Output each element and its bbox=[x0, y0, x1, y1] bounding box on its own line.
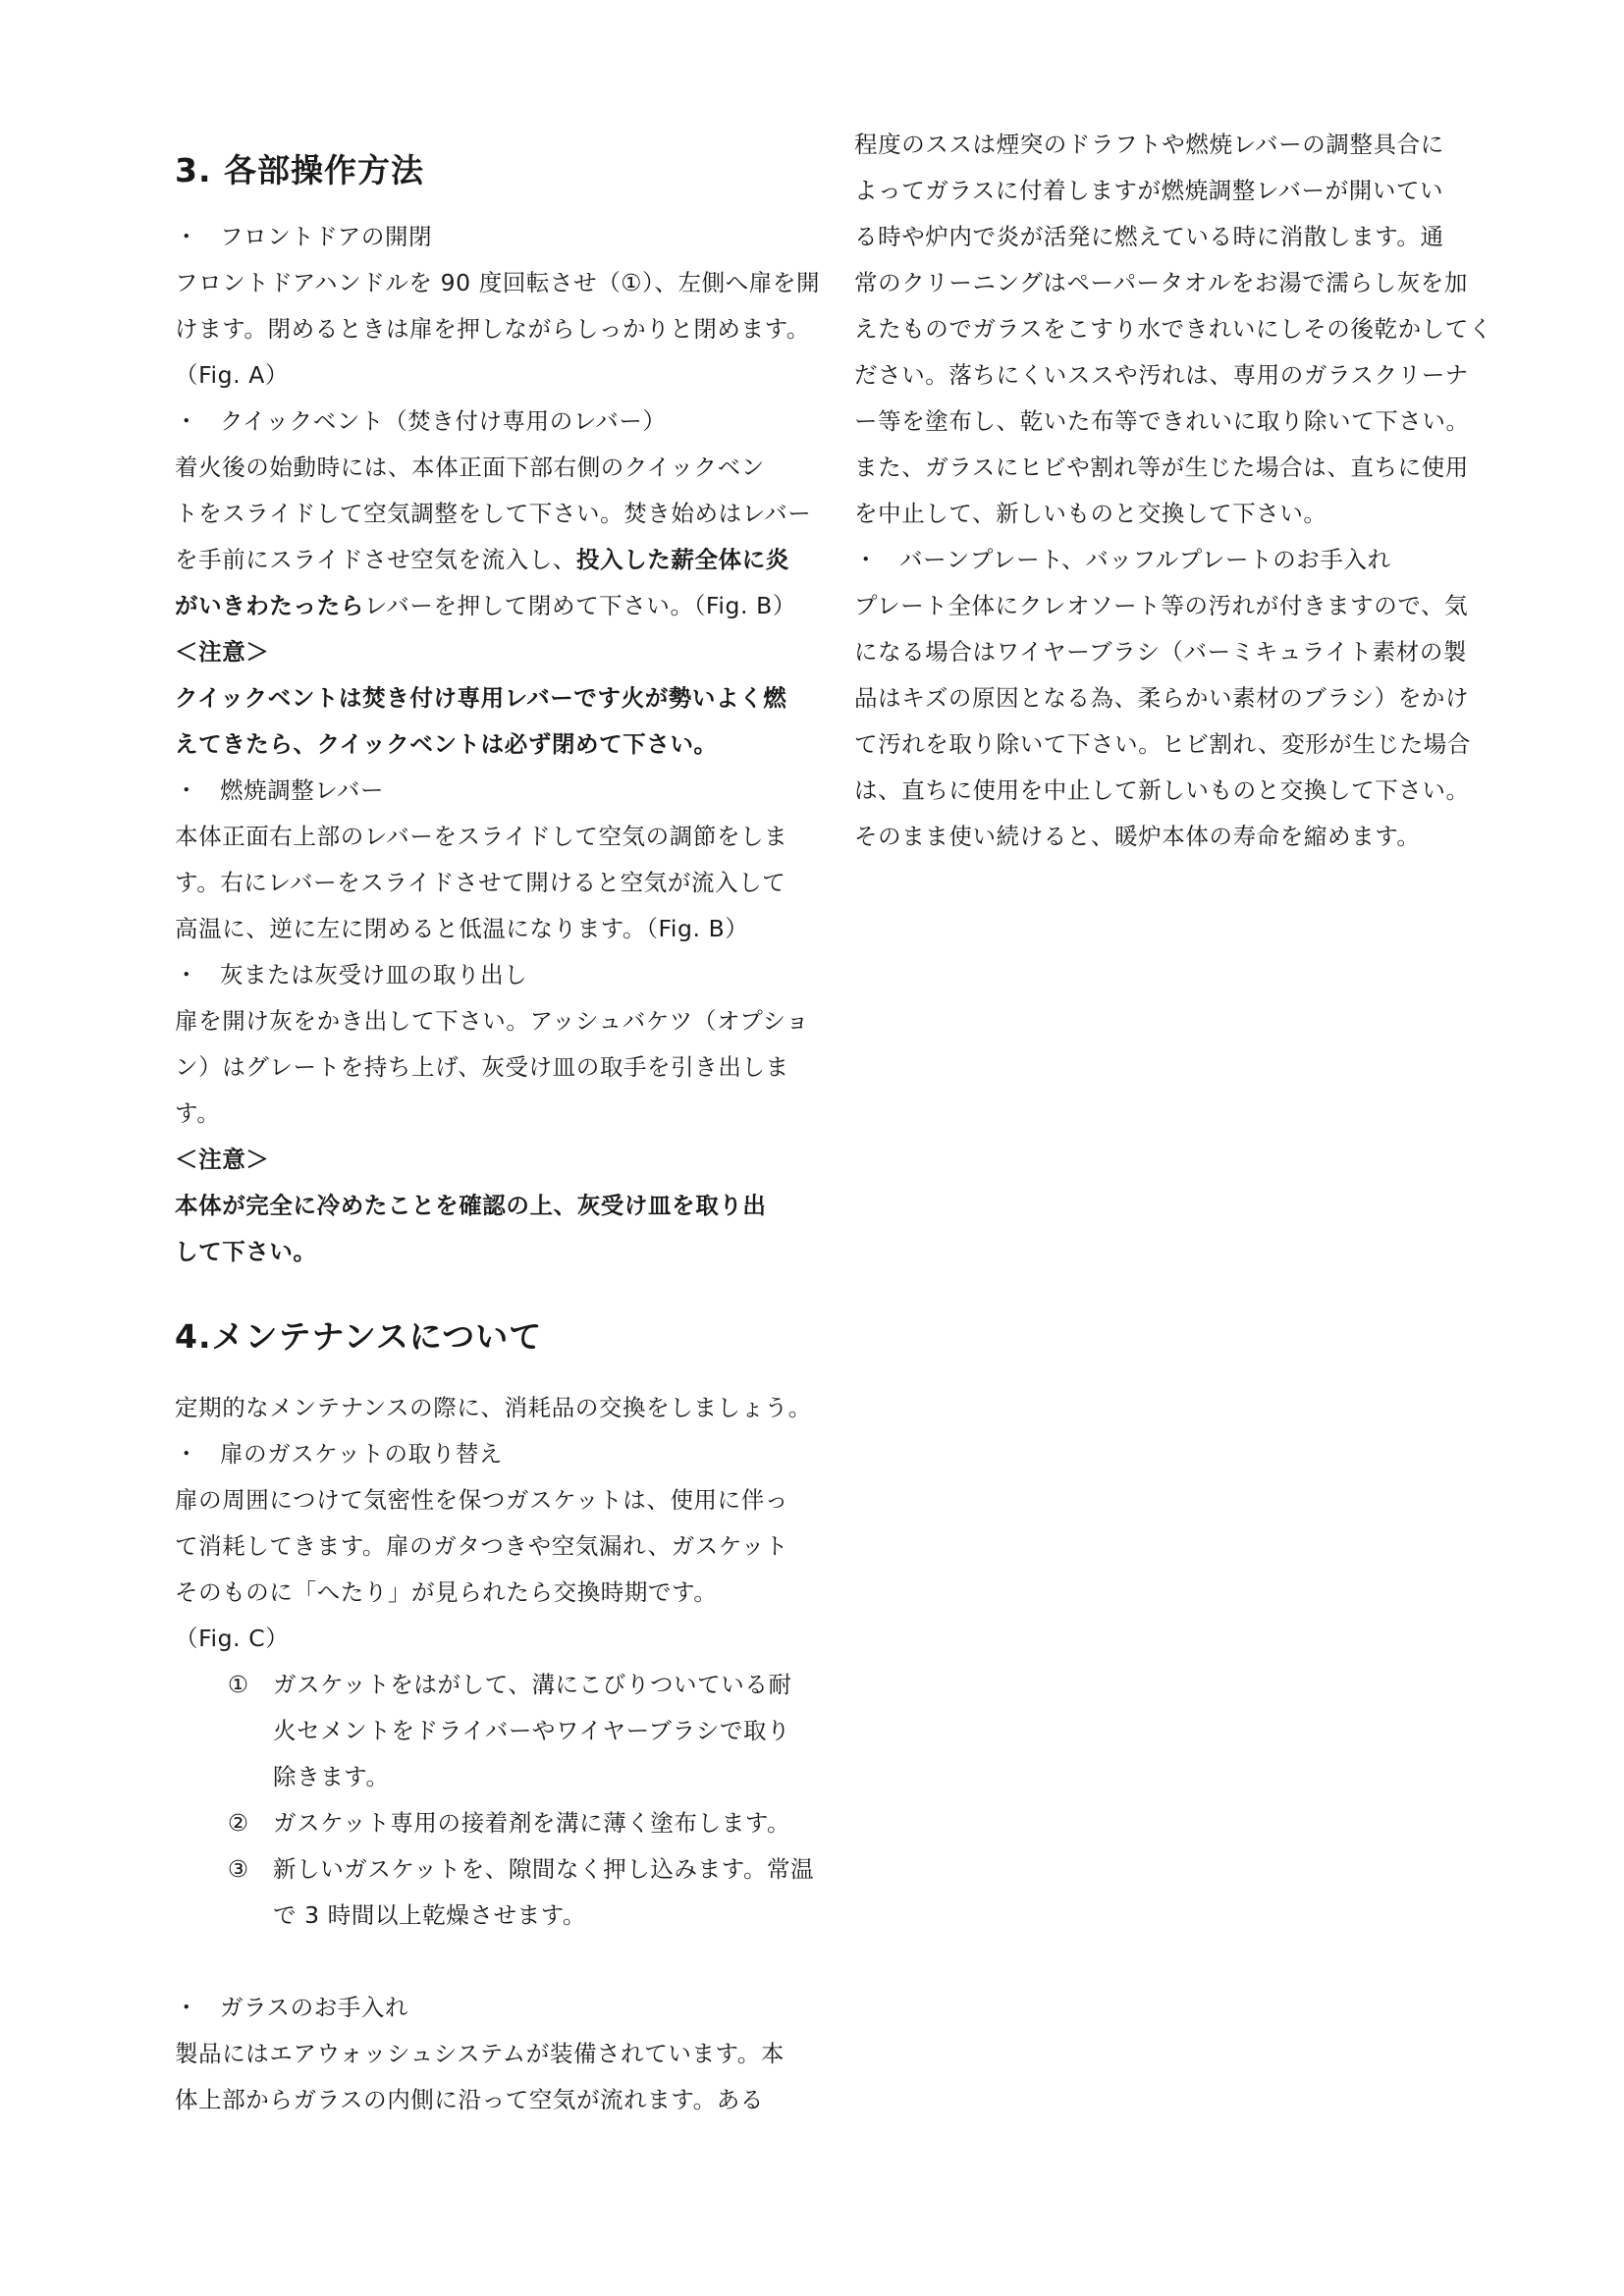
ash-heading-text: 灰または灰受け皿の取り出し bbox=[220, 961, 528, 988]
step-1-line-1 bbox=[228, 1670, 792, 1699]
glass-line-3: 程度のススは煙突のドラフトや燃焼レバーの調整具合に bbox=[854, 131, 1444, 158]
quick-vent-caution-line-1: クイックベントは焚き付け専用レバーです火が勢いよく燃 bbox=[175, 684, 787, 712]
gasket-line-4: （Fig. C） bbox=[175, 1625, 290, 1652]
glass-line-5: る時や炉内で炎が活発に燃えている時に消散します。通 bbox=[854, 223, 1444, 250]
quick-vent-line-3-normal: を手前にスライドさせ空気を流入し、 bbox=[175, 546, 576, 573]
bullet: ・ bbox=[175, 223, 199, 250]
combustion-lever-line-1: 本体正面右上部のレバーをスライドして空気の調節をしま bbox=[175, 823, 788, 850]
bullet: ・ bbox=[175, 1440, 199, 1468]
burn-plate-line-2: になる場合はワイヤーブラシ（バーミキュライト素材の製 bbox=[854, 638, 1468, 666]
bullet: ・ bbox=[175, 776, 199, 804]
ash-line-1: 扉を開け灰をかき出して下さい。アッシュバケツ（オプショ bbox=[175, 1007, 810, 1035]
glass-heading bbox=[175, 1993, 408, 2022]
step-number: ③ bbox=[228, 1855, 249, 1883]
bullet: ・ bbox=[854, 546, 879, 573]
quick-vent-heading bbox=[175, 406, 667, 436]
glass-line-11: を中止して、新しいものと交換して下さい。 bbox=[854, 500, 1327, 527]
front-door-line-2: けます。閉めるときは扉を押しながらしっかりと閉めます。 bbox=[175, 315, 810, 343]
caution-label-1: ＜注意＞ bbox=[175, 638, 270, 666]
glass-line-2: 体上部からガラスの内側に沿って空気が流れます。ある bbox=[175, 2086, 764, 2113]
step-3-line-2: で 3 時間以上乾燥させます。 bbox=[273, 1901, 587, 1929]
gasket-heading bbox=[175, 1439, 503, 1468]
combustion-lever-heading-text: 燃焼調整レバー bbox=[220, 776, 385, 804]
ash-line-2: ン）はグレートを持ち上げ、灰受け皿の取手を引き出しま bbox=[175, 1053, 789, 1081]
gasket-line-1: 扉の周囲につけて気密性を保つガスケットは、使用に伴っ bbox=[175, 1486, 788, 1514]
front-door-line-3: （Fig. A） bbox=[175, 361, 290, 389]
quick-vent-line-4-normal: レバーを押して閉めて下さい。（Fig. B） bbox=[363, 592, 796, 619]
section4-intro: 定期的なメンテナンスの際に、消耗品の交換をしましょう。 bbox=[175, 1394, 812, 1421]
quick-vent-line-2: トをスライドして空気調整をして下さい。焚き始めはレバー bbox=[175, 500, 812, 527]
ash-caution-line-1: 本体が完全に冷めたことを確認の上、灰受け皿を取り出 bbox=[175, 1192, 767, 1219]
step-text: ガスケット専用の接着剤を溝に薄く塗布します。 bbox=[273, 1809, 791, 1837]
gasket-heading-text: 扉のガスケットの取り替え bbox=[220, 1440, 504, 1468]
step-text: 新しいガスケットを、隙間なく押し込みます。常温 bbox=[273, 1855, 815, 1883]
bullet: ・ bbox=[175, 407, 199, 435]
combustion-lever-heading bbox=[175, 775, 384, 805]
gasket-line-3: そのものに「へたり」が見られたら交換時期です。 bbox=[175, 1578, 718, 1606]
glass-line-8: ださい。落ちにくいススや汚れは、専用のガラスクリーナ bbox=[854, 361, 1469, 389]
quick-vent-line-3 bbox=[175, 545, 789, 574]
quick-vent-line-1: 着火後の始動時には、本体正面下部右側のクイックベン bbox=[175, 454, 765, 481]
glass-line-6: 常のクリーニングはペーパータオルをお湯で濡らし灰を加 bbox=[854, 269, 1468, 296]
combustion-lever-line-2: す。右にレバーをスライドさせて開けると空気が流入して bbox=[175, 869, 786, 896]
burn-plate-line-1: プレート全体にクレオソート等の汚れが付きますので、気 bbox=[854, 592, 1469, 619]
bullet: ・ bbox=[175, 1994, 199, 2021]
ash-line-3: す。 bbox=[175, 1099, 221, 1127]
quick-vent-line-4-bold: がいきわたったら bbox=[175, 592, 364, 619]
glass-line-10: また、ガラスにヒビや割れ等が生じた場合は、直ちに使用 bbox=[854, 454, 1469, 481]
front-door-heading bbox=[175, 222, 432, 251]
burn-plate-line-4: て汚れを取り除いて下さい。ヒビ割れ、変形が生じた場合 bbox=[854, 730, 1472, 758]
step-number: ② bbox=[228, 1809, 249, 1837]
quick-vent-heading-text: クイックベント（焚き付け専用のレバー） bbox=[220, 407, 667, 435]
burn-plate-heading bbox=[854, 545, 1391, 574]
step-1-line-2: 火セメントをドライバーやワイヤーブラシで取り bbox=[273, 1717, 791, 1744]
quick-vent-caution-line-2: えてきたら、クイックベントは必ず閉めて下さい。 bbox=[175, 730, 718, 758]
step-1-line-3: 除きます。 bbox=[273, 1763, 390, 1790]
caution-label-2: ＜注意＞ bbox=[175, 1146, 270, 1173]
burn-plate-line-5: は、直ちに使用を中止して新しいものと交換して下さい。 bbox=[854, 776, 1470, 804]
step-text: ガスケットをはがして、溝にこびりついている耐 bbox=[273, 1671, 792, 1698]
glass-line-4: よってガラスに付着しますが燃焼調整レバーが開いてい bbox=[854, 177, 1444, 204]
burn-plate-line-6: そのまま使い続けると、暖炉本体の寿命を縮めます。 bbox=[854, 823, 1421, 850]
front-door-line-1: フロントドアハンドルを 90 度回転させ（①）、左側へ扉を開 bbox=[175, 269, 821, 296]
glass-heading-text: ガラスのお手入れ bbox=[220, 1994, 409, 2021]
ash-caution-line-2: して下さい。 bbox=[175, 1238, 317, 1265]
ash-heading bbox=[175, 960, 527, 989]
step-3-line-1 bbox=[228, 1854, 814, 1884]
glass-line-7: えたものでガラスをこすり水できれいにしその後乾かしてく bbox=[854, 315, 1492, 343]
quick-vent-line-4 bbox=[175, 591, 796, 620]
burn-plate-heading-text: バーンプレート、バッフルプレートのお手入れ bbox=[899, 546, 1391, 573]
quick-vent-line-3-bold: 投入した薪全体に炎 bbox=[576, 546, 789, 573]
burn-plate-line-3: 品はキズの原因となる為、柔らかい素材のブラシ）をかけ bbox=[854, 684, 1470, 712]
glass-line-1: 製品にはエアウォッシュシステムが装備されています。本 bbox=[175, 2040, 785, 2067]
bullet: ・ bbox=[175, 961, 199, 988]
front-door-heading-text: フロントドアの開閉 bbox=[220, 223, 433, 250]
step-number: ① bbox=[228, 1671, 249, 1698]
combustion-lever-line-3: 高温に、逆に左に閉めると低温になります。（Fig. B） bbox=[175, 915, 749, 942]
glass-line-9: ー等を塗布し、乾いた布等できれいに取り除いて下さい。 bbox=[854, 407, 1470, 435]
gasket-line-2: て消耗してきます。扉のガタつきや空気漏れ、ガスケット bbox=[175, 1532, 788, 1560]
section3-title: 3. 各部操作方法 bbox=[175, 151, 424, 189]
step-2-line-1 bbox=[228, 1808, 790, 1838]
section4-title: 4.メンテナンスについて bbox=[175, 1317, 543, 1356]
